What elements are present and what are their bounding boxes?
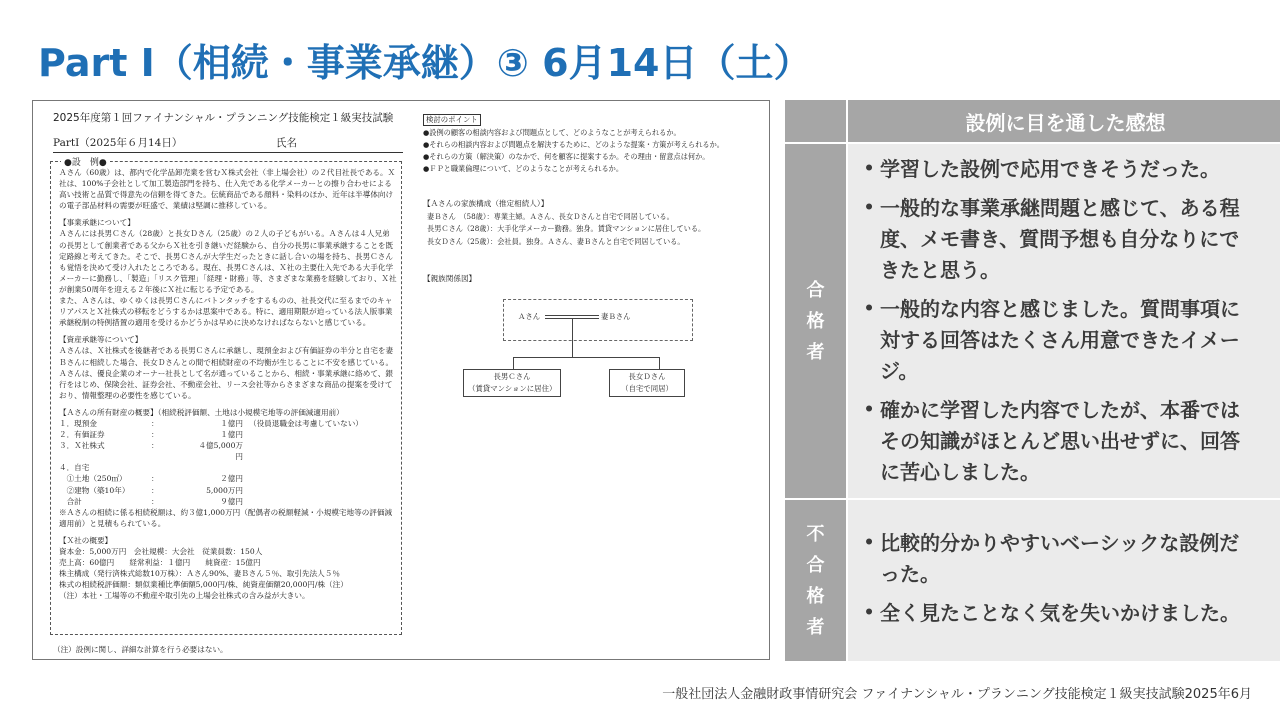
company-line: （注）本社・工場等の不動産や取引先の上場会社株式の含み益が大きい。 — [59, 591, 310, 601]
tree-branch-line — [572, 319, 573, 357]
asset-value: １億円 — [220, 430, 243, 440]
asset-row — [59, 496, 397, 507]
asset-sep: ： — [151, 430, 159, 440]
assets-note: ※Ａさんの相続に係る相続税額は、約３億1,000万円（配偶者の税額軽減・小規模宅地等の評価減適用前）と見積もられている。 — [59, 507, 393, 528]
case-paragraph: Ａさん（60歳）は、都内で化学品卸売業を営むＸ株式会社（非上場会社）の２代目社長である。Ｘ社は、100%子会社として加工製造部門を持ち、仕入先である化学メーカーとの擦り合わせによる高い技術と品質で得意先の信頼を得てきた。伝統商品である顔料・染料のほか、近年は半導体向けの電子部品材料の需要が旺盛で、業績は堅調に推移している。 — [59, 168, 396, 211]
impression-item: • 確かに学習した内容でしたが、本番ではその知識がほとんど思い出せずに、回答に苦心しました。 — [858, 395, 1257, 488]
company-line: 売上高：60億円 経常利益：１億円 純資産：15億円 — [59, 558, 261, 568]
asset-sep: ： — [151, 418, 159, 428]
impression-item: • 比較的分かりやすいベーシックな設例だった。 — [858, 528, 1257, 590]
asset-value: ９億円 — [220, 496, 243, 506]
asset-label: ３．Ｘ社株式 — [59, 441, 105, 451]
points-list — [423, 127, 724, 175]
asset-note — [243, 462, 249, 473]
asset-value: 5,000万円 — [206, 485, 243, 495]
asset-label: ４．自宅 — [59, 463, 90, 473]
tree-marriage-line — [545, 315, 599, 316]
table-header: 設例に目を通した感想 — [848, 100, 1280, 142]
asset-sep: ： — [151, 485, 159, 495]
asset-note — [243, 485, 249, 496]
bullet-icon: • — [863, 198, 875, 218]
impression-item: • 学習した設例で応用できそうだった。 — [858, 154, 1257, 185]
exam-name-line — [53, 152, 403, 153]
assets-heading: 【Ａさんの所有財産の概要】（相続税評価額、土地は小規模宅地等の評価減適用前） — [59, 407, 344, 417]
asset-row — [59, 440, 397, 462]
bullet-icon: • — [863, 299, 875, 319]
asset-note: （役員退職金は考慮していない） — [249, 418, 363, 428]
company-heading: 【Ｘ社の概要】 — [59, 535, 113, 545]
asset-label: １．現預金 — [59, 418, 97, 428]
point-item: ●それらの方策（解決策）のなかで、何を顧客に提案するか。その理由・留意点は何か。 — [423, 152, 710, 162]
family-item: 妻Ｂさん （58歳）：専業主婦。Ａさん、長女Ｄさんと自宅で同居している。 — [427, 212, 674, 221]
table-corner-cell — [785, 100, 846, 142]
bullet-icon: • — [863, 400, 875, 420]
asset-label: ２．有価証券 — [59, 430, 105, 440]
asset-sep — [151, 462, 193, 473]
impression-item: • 一般的な事業承継問題と感じて、ある程度、メモ書き、質問予想も自分なりにできたと思う。 — [858, 193, 1257, 286]
company-line: 株式の相続税評価額：類似業種比準価額5,000円/株、純資産価額20,000円/株（注） — [59, 580, 348, 590]
tree-branch-line — [513, 357, 514, 369]
point-item: ●設例の顧客の相談内容および問題点として、どのようなことが考えられるか。 — [423, 128, 681, 137]
asset-sep: ： — [151, 441, 159, 451]
asset-row — [59, 485, 397, 496]
row-cell-passed — [848, 144, 1280, 498]
exam-part: PartⅠ（2025年６月14日） — [53, 137, 183, 149]
exam-title: 2025年度第１回ファイナンシャル・プランニング技能検定１級実技試験 — [53, 112, 394, 124]
row-label-char: 者 — [806, 341, 825, 363]
row-label-char: 格 — [806, 585, 825, 607]
row-label-char: 合 — [806, 554, 825, 576]
exam-document — [32, 100, 770, 660]
bullet-icon: • — [863, 533, 875, 553]
asset-list — [59, 418, 397, 507]
tree-father: Ａさん — [518, 312, 541, 321]
tree-daughter: 長女Ｄさん — [628, 372, 666, 381]
case-paragraph: Ａさんは、優良企業のオーナー社長として名が通っていることから、相続・事業承継に絡めて、銀行をはじめ、保険会社、証券会社、不動産会社、リース会社等からさまざまな商品の提案を受けており、情報整理の必要性を感じている。 — [59, 368, 393, 400]
asset-label: ①土地（250㎡） — [59, 474, 127, 484]
row-cell-failed — [848, 500, 1280, 661]
row-label-char: 合 — [806, 279, 825, 301]
company-line: 資本金：5,000万円 会社規模：大会社 従業員数：150人 — [59, 547, 263, 556]
tree-heading: 【親族関係図】 — [423, 274, 477, 283]
tree-daughter-box — [609, 369, 685, 397]
tree-daughter-note: （自宅で同居） — [621, 384, 673, 393]
case-paragraph: Ａさんには長男Ｃさん（28歳）と長女Ｄさん（25歳）の２人の子どもがいる。Ａさんは４人兄弟の長男として創業者である父からＸ社を引き継いだ経験から、自分の長男に事業承継することを既定路線と考えてきた。そこで、長男Ｃさんが大学生だったときに話し合いの場を持ち、長男Ｃさんも覚悟を決めて受け入れたところである。現在、長男Ｃさんは、Ｘ社の主要仕入先である大手化学メーカーに勤務し、「製造」「リスク管理」「経理・財務」等、さまざまな業務を経験しており、Ｘ社が創業50周年を迎える２年後にＸ社に転じる予定である。 — [59, 229, 397, 294]
asset-row — [59, 418, 397, 429]
asset-value: １億円 — [220, 418, 243, 428]
case-body — [59, 167, 397, 601]
case-paragraph: Ａさんは、Ｘ社株式を後継者である長男Ｃさんに承継し、現預金および有価証券の半分と自宅を妻Ｂさんに相続した場合、長女Ｄさんとの間で相続財産の不均衡が生じることに不安を感じている。 — [59, 346, 394, 367]
row-label-char: 不 — [806, 523, 825, 545]
points-label: 検討のポイント — [423, 114, 481, 126]
row-label-passed — [785, 144, 846, 498]
tree-branch-line — [513, 357, 659, 358]
family-list — [427, 211, 705, 248]
tree-son-note: （賃貸マンションに居住） — [468, 384, 557, 393]
asset-label: ②建物（築10年） — [59, 485, 130, 495]
asset-value — [193, 462, 243, 473]
tree-son: 長男Ｃさん — [493, 372, 531, 381]
asset-row — [59, 473, 397, 484]
exam-note: （注）設例に関し、詳細な計算を行う必要はない。 — [53, 645, 228, 654]
asset-sep: ： — [151, 496, 159, 506]
asset-note — [243, 473, 249, 484]
asset-note — [243, 496, 249, 507]
asset-note — [243, 440, 249, 462]
family-item: 長男Ｃさん（28歳）：大手化学メーカー勤務。独身。賃貸マンションに居住している。 — [427, 224, 706, 234]
asset-value: ２億円 — [220, 474, 243, 484]
asset-row — [59, 462, 397, 473]
case-heading: 【事業承継について】 — [59, 218, 135, 228]
source-caption: 一般社団法人金融財政事情研究会 ファイナンシャル・プランニング技能検定１級実技試験2025年6月 — [662, 687, 1252, 702]
point-item: ●それらの相談内容および問題点を解決するために、どのような提案・方策が考えられるか。 — [423, 140, 724, 150]
asset-row — [59, 429, 397, 440]
impressions-table — [785, 100, 1280, 661]
row-label-char: 格 — [806, 310, 825, 332]
tree-son-box — [463, 369, 561, 397]
tree-mother: 妻Ｂさん — [601, 312, 631, 321]
family-heading: 【Ａさんの家族構成（推定相続人）】 — [423, 199, 549, 208]
bullet-icon: • — [863, 159, 875, 179]
row-label-char: 者 — [806, 616, 825, 638]
bullet-icon: • — [863, 603, 875, 623]
case-heading: 【資産承継等について】 — [59, 335, 143, 345]
asset-value: ４億5,000万円 — [198, 441, 243, 462]
slide-title: Part Ⅰ（相続・事業承継）③ 6月14日（土） — [38, 41, 812, 85]
exam-name-label: 氏名 — [276, 137, 297, 149]
impression-item: • 一般的な内容と感じました。質問事項に対する回答はたくさん用意できたイメージ。 — [858, 294, 1257, 387]
impression-item: • 全く見たことなく気を失いかけました。 — [858, 598, 1257, 629]
company-line: 株主構成（発行済株式総数10万株）：Ａさん90%、妻Ｂさん５％、取引先法人５％ — [59, 569, 340, 579]
asset-sep: ： — [151, 474, 159, 484]
asset-note — [243, 429, 249, 440]
case-legend: ●設 例● — [61, 155, 110, 168]
point-item: ●ＦＰと職業倫理について、どのようなことが考えられるか。 — [423, 164, 624, 174]
asset-label: 合計 — [59, 496, 82, 506]
case-paragraph: また、Ａさんは、ゆくゆくは長男Ｃさんにバトンタッチをするものの、社長交代に至るまでのキャリアパスとＸ社株式の移転をどうするかは思案中である。特に、適用期限が迫っている法人版事業承継税制の特例措置の適用を受けるかどうかは早めに決めなければならないと感じている。 — [59, 296, 393, 328]
tree-branch-line — [659, 357, 660, 369]
row-label-failed — [785, 500, 846, 661]
family-item: 長女Ｄさん（25歳）：会社員。独身。Ａさん、妻Ｂさんと自宅で同居している。 — [427, 236, 685, 246]
